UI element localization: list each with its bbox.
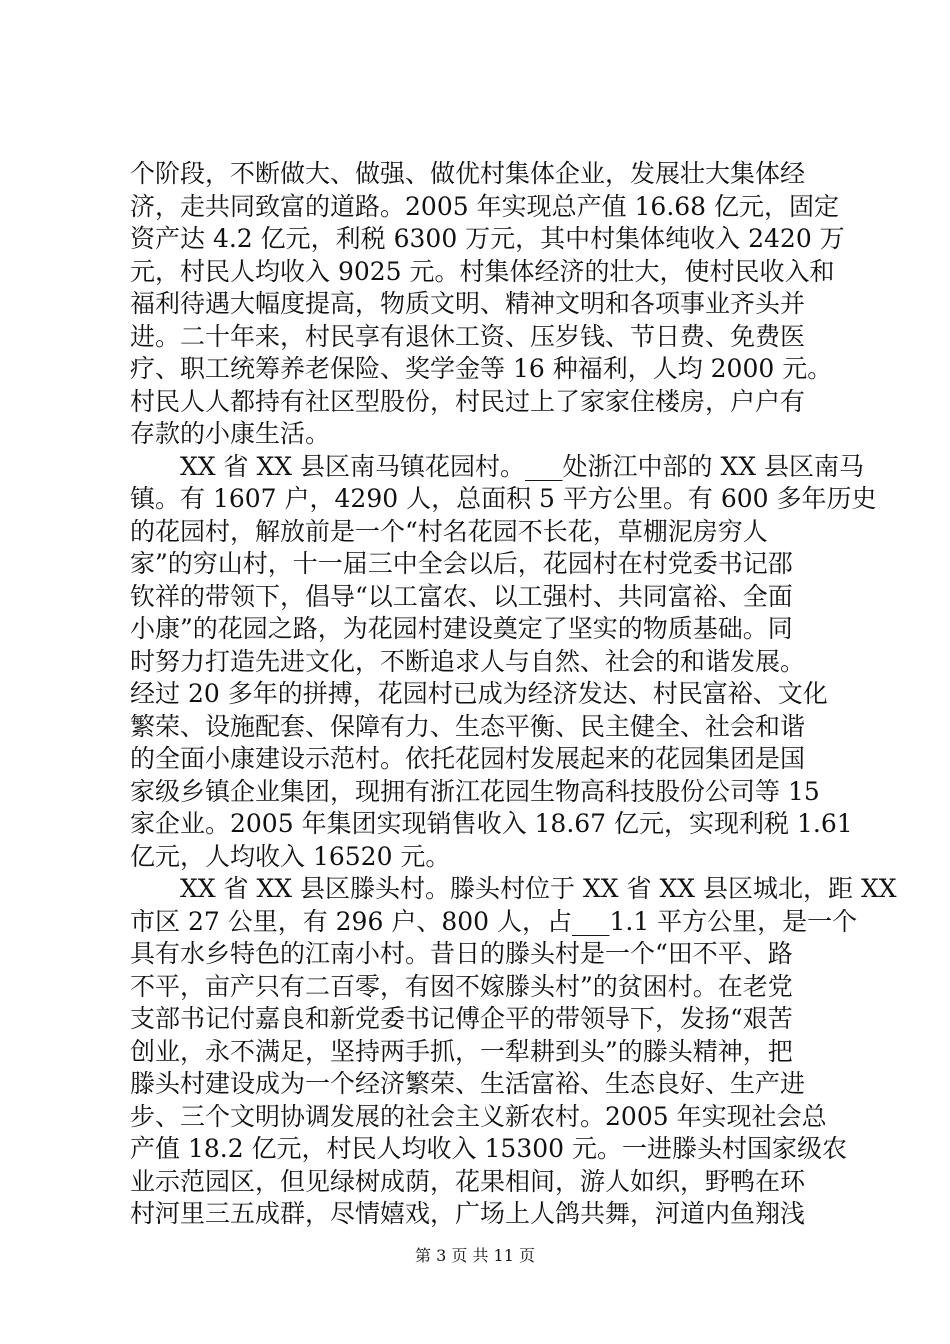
paragraph-2 (130, 451, 877, 874)
text-line: 村河里三五成群，尽情嬉戏，广场上人鸽共舞，河道内鱼翔浅 (130, 1199, 806, 1228)
text-line: 业示范园区，但见绿树成荫，花果相间，游人如织，野鸭在环 (130, 1166, 806, 1196)
paragraph-1 (130, 158, 845, 451)
text-line: 钦祥的带领下，倡导“以工富农、以工强村、共同富裕、全面 (130, 581, 793, 611)
text-line: 个阶段，不断做大、做强、做优村集体企业，发展壮大集体经 (130, 159, 806, 188)
text-line: 元，村民人均收入 9025 元。村集体经济的壮大，使村民收入和 (130, 256, 835, 286)
text-line: XX 省 XX 县区南马镇花园村。___处浙江中部的 XX 县区南马 (180, 451, 865, 481)
text-line: 镇。有 1607 户，4290 人，总面积 5 平方公里。有 600 多年历史 (130, 484, 877, 513)
text-line: XX 省 XX 县区滕头村。滕头村位于 XX 省 XX 县区城北，距 XX (180, 874, 897, 903)
text-line: 的全面小康建设示范村。依托花园村发展起来的花园集团是国 (130, 744, 806, 773)
text-line: 存款的小康生活。 (130, 419, 331, 448)
page-footer (0, 1246, 950, 1266)
text-line: 村民人人都持有社区型股份，村民过上了家家住楼房，户户有 (130, 386, 806, 416)
text-line: 福利待遇大幅度提高，物质文明、精神文明和各项事业齐头并 (130, 289, 806, 318)
text-line: 产值 18.2 亿元，村民人均收入 15300 元。一进滕头村国家级农 (130, 1134, 847, 1163)
text-line: 疗、职工统筹养老保险、奖学金等 16 种福利，人均 2000 元。 (130, 354, 833, 383)
text-line: 的花园村，解放前是一个“村名花园不长花，草棚泥房穷人 (130, 516, 768, 546)
text-line: 市区 27 公里，有 296 户、800 人，占___1.1 平方公里，是一个 (130, 906, 858, 936)
text-line: 不平，亩产只有二百零，有囡不嫁滕头村”的贫困村。在老党 (130, 971, 793, 1001)
text-line: 支部书记付嘉良和新党委书记傅企平的带领导下，发扬“艰苦 (130, 1004, 793, 1033)
paragraph-3 (130, 873, 897, 1231)
text-line: 繁荣、设施配套、保障有力、生态平衡、民主健全、社会和谐 (130, 711, 806, 741)
text-line: 亿元，人均收入 16520 元。 (130, 841, 451, 871)
text-line: 步、三个文明协调发展的社会主义新农村。2005 年实现社会总 (130, 1101, 827, 1131)
text-line: 资产达 4.2 亿元，利税 6300 万元，其中村集体纯收入 2420 万 (130, 224, 845, 253)
text-line: 小康”的花园之路，为花园村建设奠定了坚实的物质基础。同 (130, 614, 793, 643)
text-line: 济，走共同致富的道路。2005 年实现总产值 16.68 亿元，固定 (130, 191, 840, 221)
text-line: 家企业。2005 年集团实现销售收入 18.67 亿元，实现利税 1.61 (130, 809, 853, 838)
document-body (130, 158, 897, 1231)
text-line: 创业，永不满足，坚持两手抓，一犁耕到头”的滕头精神，把 (130, 1036, 793, 1066)
page-number-label: 第 3 页 共 11 页 (415, 1246, 535, 1265)
text-line: 滕头村建设成为一个经济繁荣、生活富裕、生态良好、生产进 (130, 1069, 806, 1098)
text-line: 家级乡镇企业集团，现拥有浙江花园生物高科技股份公司等 15 (130, 776, 820, 806)
text-line: 经过 20 多年的拼搏，花园村已成为经济发达、村民富裕、文化 (130, 679, 828, 708)
text-line: 进。二十年来，村民享有退休工资、压岁钱、节日费、免费医 (130, 321, 806, 351)
text-line: 时努力打造先进文化，不断追求人与自然、社会的和谐发展。 (130, 646, 806, 676)
text-line: 具有水乡特色的江南小村。昔日的滕头村是一个“田不平、路 (130, 939, 793, 968)
text-line: 家”的穷山村，十一届三中全会以后，花园村在村党委书记邵 (130, 549, 793, 578)
